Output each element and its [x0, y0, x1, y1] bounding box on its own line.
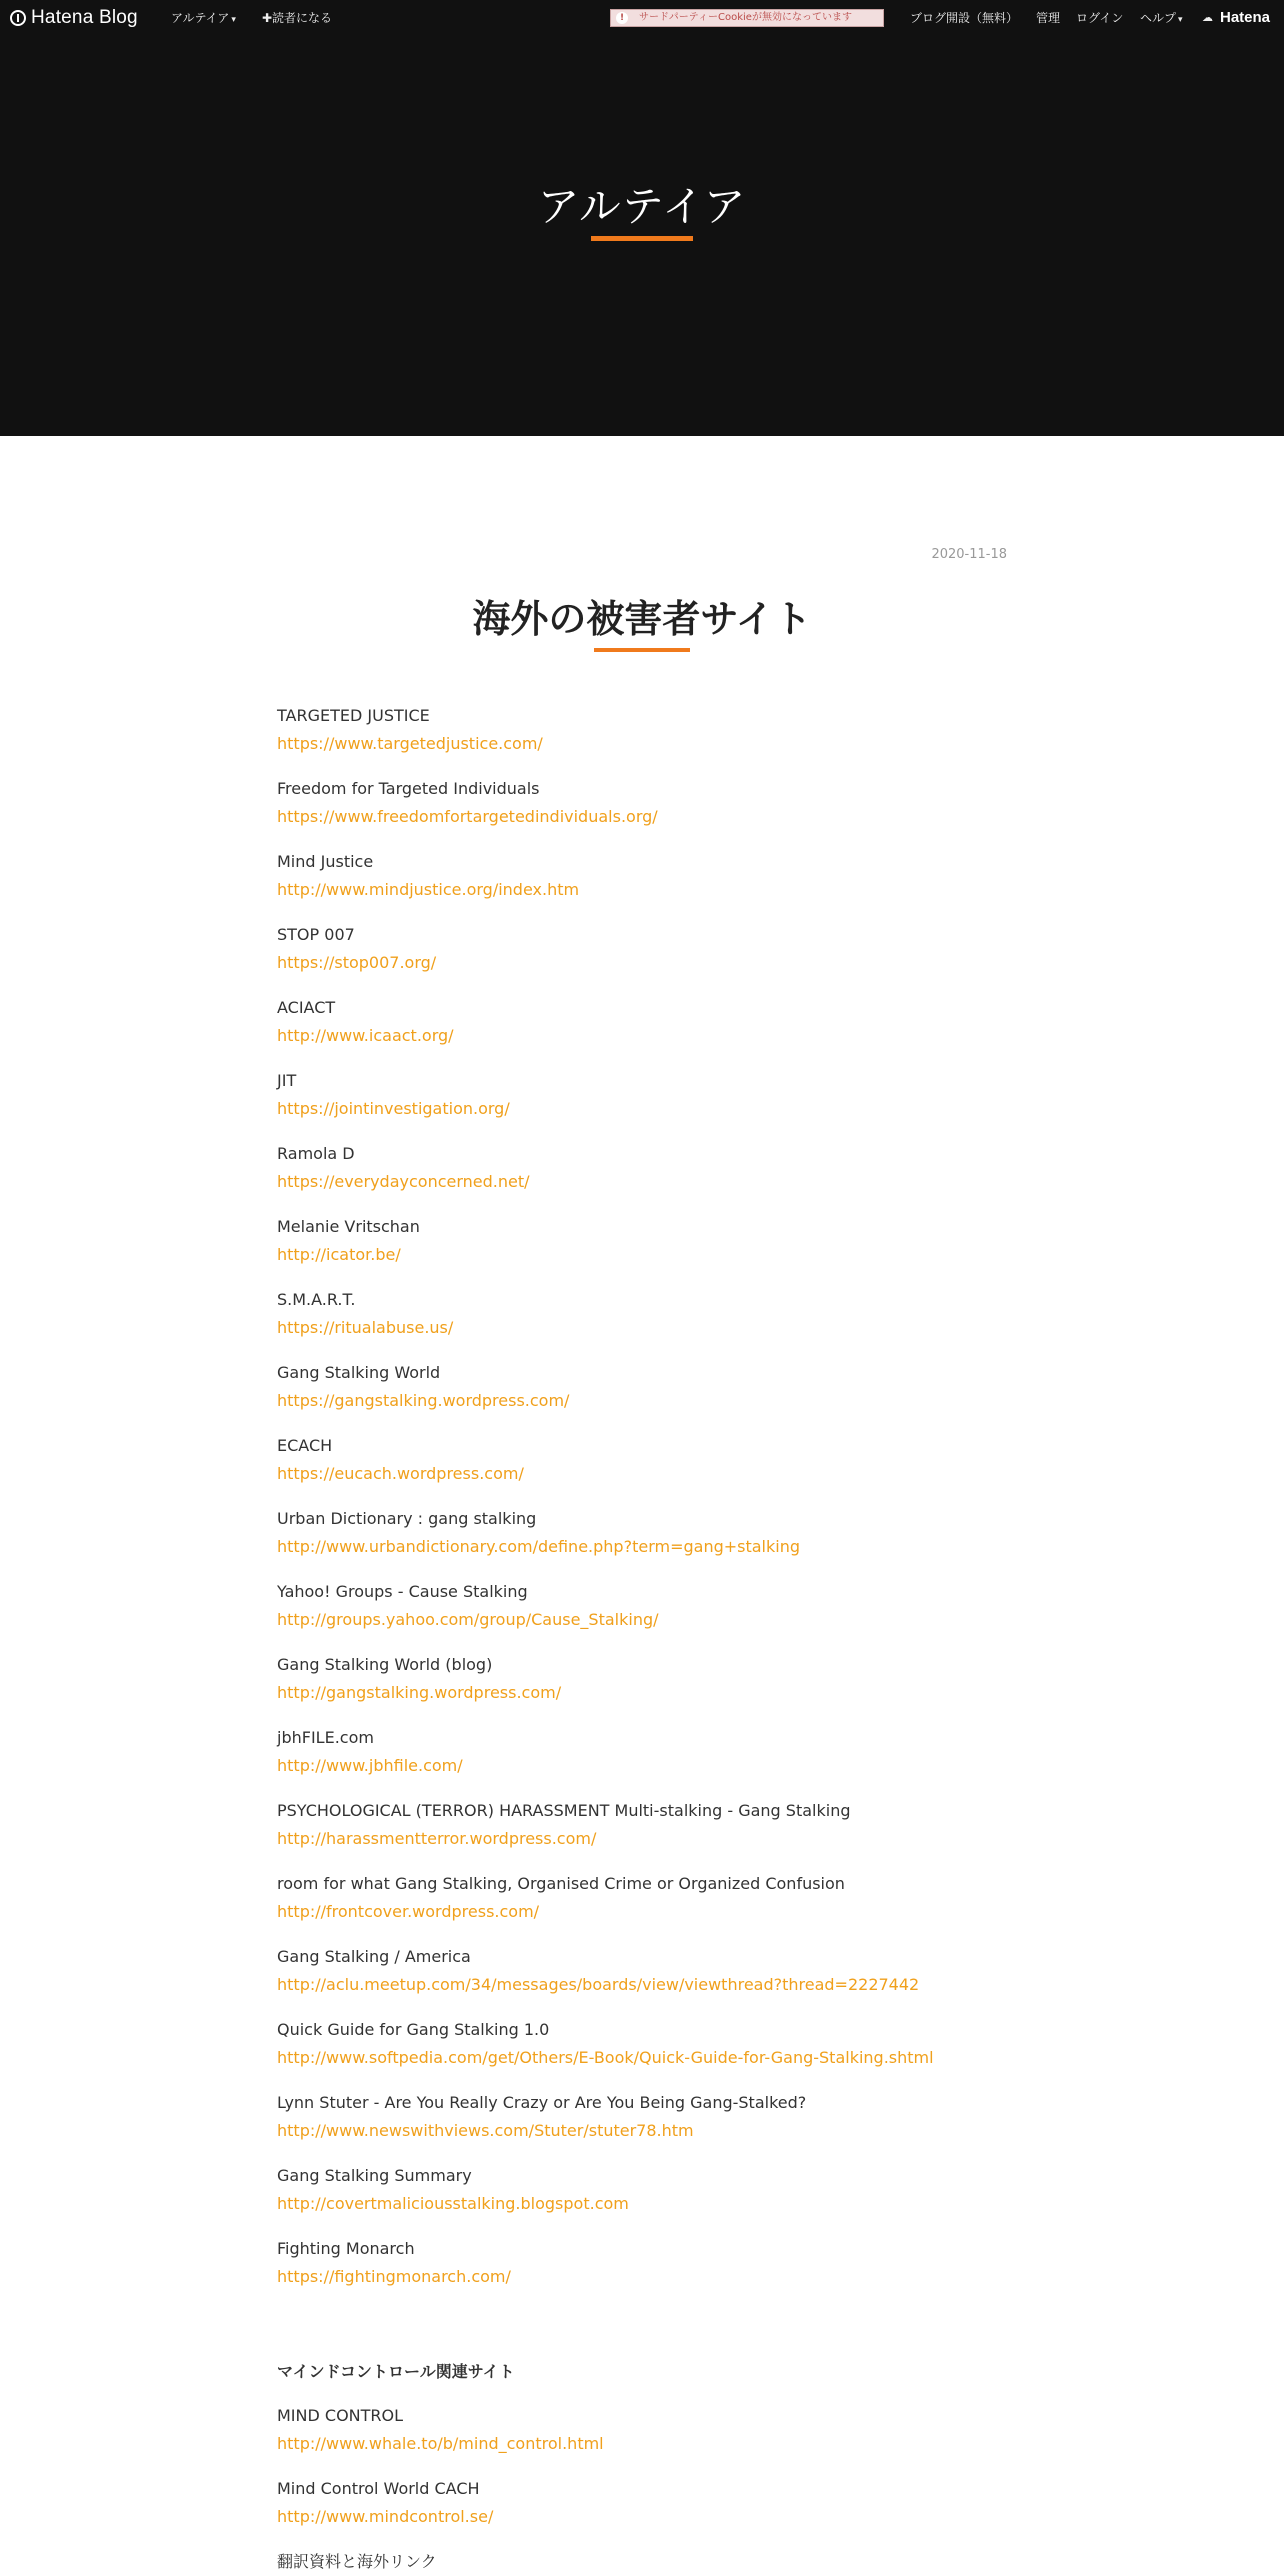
- cookie-warning[interactable]: ! サードパーティーCookieが無効になっています: [610, 9, 884, 27]
- site-url-link[interactable]: http://www.newswithviews.com/Stuter/stuter78.htm: [277, 2121, 694, 2140]
- site-url-link[interactable]: http://aclu.meetup.com/34/messages/boards/view/viewthread?thread=2227442: [277, 1975, 920, 1994]
- site-url-link[interactable]: http://www.softpedia.com/get/Others/E-Book/Quick-Guide-for-Gang-Stalking.shtml: [277, 2048, 934, 2067]
- site-url-link[interactable]: http://harassmentterror.wordpress.com/: [277, 1829, 597, 1848]
- hatena-mark-icon: ☁: [1202, 11, 1213, 24]
- link-item: [277, 848, 1007, 921]
- mind-control-heading: マインドコントロール関連サイト: [277, 2362, 515, 2381]
- hatena-blog-logo[interactable]: Hatena Blog: [10, 0, 138, 36]
- site-name: Urban Dictionary : gang stalking: [277, 1509, 537, 1528]
- link-item: [277, 2235, 1007, 2308]
- site-name: jbhFILE.com: [277, 1728, 374, 1747]
- site-url-link[interactable]: http://covertmaliciousstalking.blogspot.com: [277, 2194, 629, 2213]
- site-name: Gang Stalking Summary: [277, 2166, 472, 2185]
- site-url-link[interactable]: https://www.freedomfortargetedindividuals.org/: [277, 807, 658, 826]
- trailing-text: 翻訳資料と海外リンク: [277, 2552, 437, 2571]
- site-name: Mind Justice: [277, 852, 374, 871]
- victim-sites-list: [277, 702, 1007, 2308]
- site-url-link[interactable]: http://gangstalking.wordpress.com/: [277, 1683, 562, 1702]
- info-icon: !: [616, 12, 628, 24]
- link-item: [277, 1943, 1007, 2016]
- site-name: Gang Stalking World (blog): [277, 1655, 493, 1674]
- link-item: [277, 1797, 1007, 1870]
- global-header: [0, 0, 1284, 36]
- site-name: Quick Guide for Gang Stalking 1.0: [277, 2020, 550, 2039]
- site-name: Freedom for Targeted Individuals: [277, 779, 540, 798]
- link-item: [277, 1432, 1007, 1505]
- site-url-link[interactable]: https://fightingmonarch.com/: [277, 2267, 511, 2286]
- site-name: Mind Control World CACH: [277, 2479, 480, 2498]
- site-url-link[interactable]: http://www.icaact.org/: [277, 1026, 454, 1045]
- link-item: [277, 1067, 1007, 1140]
- site-name: Lynn Stuter - Are You Really Crazy or Are You Being Gang-Stalked?: [277, 2093, 807, 2112]
- link-item: [277, 921, 1007, 994]
- hatena-logo[interactable]: Hatena: [1220, 9, 1271, 26]
- site-name: JIT: [277, 1071, 297, 1090]
- site-url-link[interactable]: http://www.whale.to/b/mind_control.html: [277, 2434, 604, 2453]
- link-item: [277, 2475, 1007, 2548]
- site-url-link[interactable]: http://www.jbhfile.com/: [277, 1756, 463, 1775]
- link-item: [277, 2016, 1007, 2089]
- site-name: Ramola D: [277, 1144, 355, 1163]
- blog-title[interactable]: アルテイア: [537, 182, 747, 231]
- site-name: Melanie Vritschan: [277, 1217, 420, 1236]
- link-item: [277, 2162, 1007, 2235]
- site-name: Gang Stalking / America: [277, 1947, 471, 1966]
- site-name: Fighting Monarch: [277, 2239, 415, 2258]
- site-name: Gang Stalking World: [277, 1363, 441, 1382]
- link-item: [277, 702, 1007, 775]
- site-url-link[interactable]: https://eucach.wordpress.com/: [277, 1464, 524, 1483]
- link-item: [277, 775, 1007, 848]
- site-url-link[interactable]: http://www.mindjustice.org/index.htm: [277, 880, 580, 899]
- link-item: [277, 1286, 1007, 1359]
- site-name: room for what Gang Stalking, Organised Crime or Organized Confusion: [277, 1874, 845, 1893]
- link-item: [277, 1870, 1007, 1943]
- site-url-link[interactable]: http://icator.be/: [277, 1245, 401, 1264]
- entry-content: [277, 702, 1007, 2576]
- link-item: [277, 2402, 1007, 2475]
- site-url-link[interactable]: https://gangstalking.wordpress.com/: [277, 1391, 570, 1410]
- link-item: [277, 1578, 1007, 1651]
- link-item: [277, 994, 1007, 1067]
- site-name: STOP 007: [277, 925, 355, 944]
- entry-date[interactable]: 2020-11-18: [931, 547, 1007, 562]
- site-name: MIND CONTROL: [277, 2406, 404, 2425]
- site-name: S.M.A.R.T.: [277, 1290, 356, 1309]
- entry-title-underline: [594, 648, 690, 652]
- site-url-link[interactable]: http://www.mindcontrol.se/: [277, 2507, 494, 2526]
- site-name: ACIACT: [277, 998, 336, 1017]
- mind-control-list: [277, 2402, 1007, 2548]
- site-name: ECACH: [277, 1436, 333, 1455]
- site-url-link[interactable]: https://jointinvestigation.org/: [277, 1099, 510, 1118]
- link-item: [277, 1505, 1007, 1578]
- site-name: PSYCHOLOGICAL (TERROR) HARASSMENT Multi-stalking - Gang Stalking: [277, 1801, 851, 1820]
- hatena-logo-icon: [10, 10, 26, 26]
- subscribe-button[interactable]: ✚読者になる: [262, 11, 333, 25]
- site-url-link[interactable]: http://frontcover.wordpress.com/: [277, 1902, 540, 1921]
- link-item: [277, 1359, 1007, 1432]
- site-name: Yahoo! Groups - Cause Stalking: [277, 1582, 528, 1601]
- site-url-link[interactable]: https://stop007.org/: [277, 953, 437, 972]
- site-url-link[interactable]: https://www.targetedjustice.com/: [277, 734, 543, 753]
- link-item: [277, 1724, 1007, 1797]
- blog-menu[interactable]: アルテイア ▾: [171, 0, 236, 36]
- site-url-link[interactable]: http://groups.yahoo.com/group/Cause_Stalking/: [277, 1610, 659, 1629]
- site-url-link[interactable]: https://ritualabuse.us/: [277, 1318, 454, 1337]
- admin-link[interactable]: 管理: [1036, 11, 1061, 25]
- site-url-link[interactable]: http://www.urbandictionary.com/define.php?term=gang+stalking: [277, 1537, 801, 1556]
- title-underline: [591, 236, 693, 241]
- open-blog-link[interactable]: ブログ開設（無料）: [910, 11, 1019, 25]
- help-menu[interactable]: ヘルプ ▾: [1140, 0, 1183, 36]
- blog-header: [0, 36, 1284, 436]
- link-item: [277, 1213, 1007, 1286]
- entry-title[interactable]: 海外の被害者サイト: [472, 597, 812, 641]
- login-link[interactable]: ログイン: [1076, 11, 1124, 25]
- site-name: TARGETED JUSTICE: [277, 706, 430, 725]
- link-item: [277, 1140, 1007, 1213]
- link-item: [277, 1651, 1007, 1724]
- link-item: [277, 2089, 1007, 2162]
- site-url-link[interactable]: https://everydayconcerned.net/: [277, 1172, 530, 1191]
